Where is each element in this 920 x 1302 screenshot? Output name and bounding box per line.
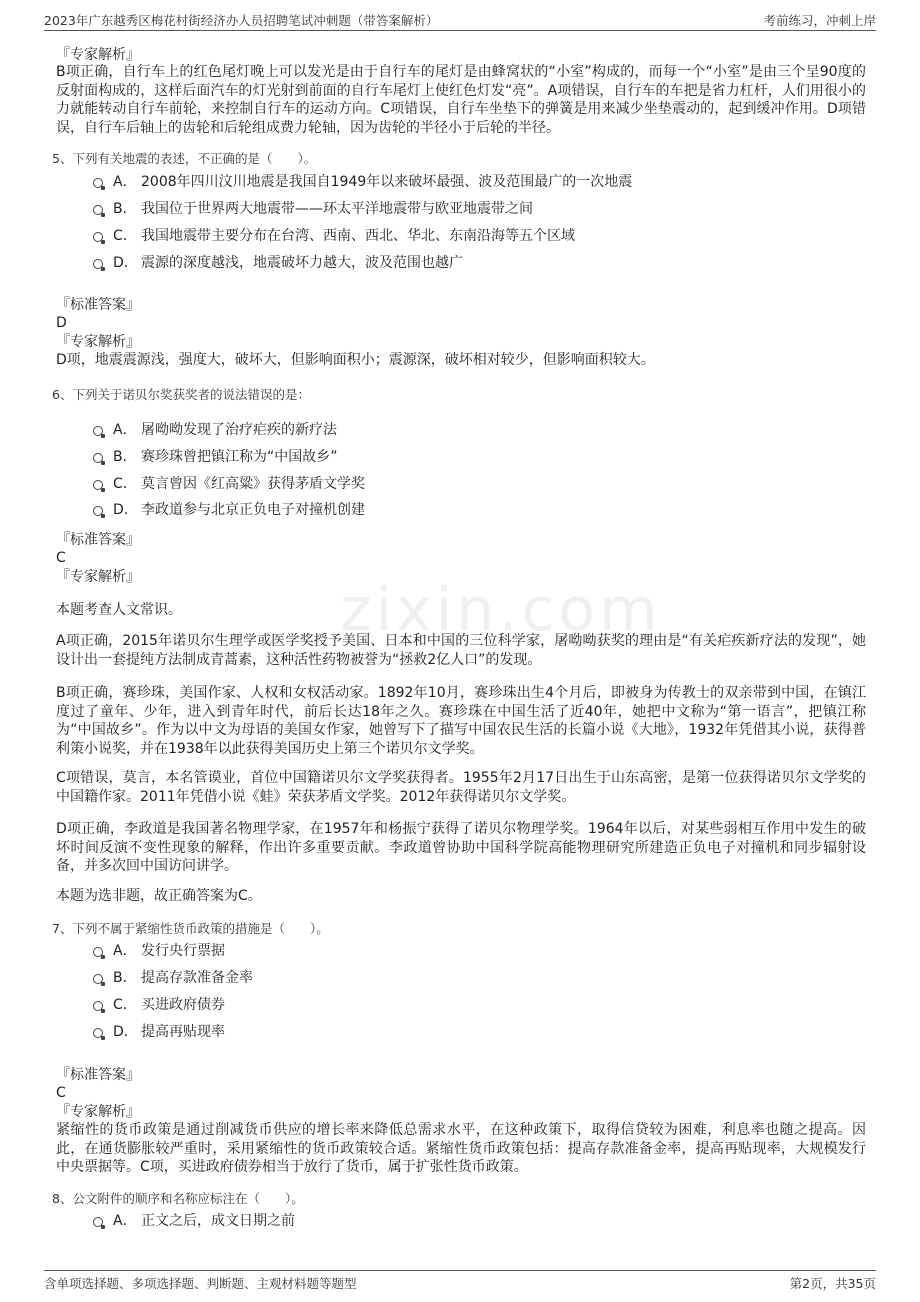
option-text: 2008年四川汶川地震是我国自1949年以来破坏最强、波及范围最广的一次地震 <box>141 174 633 190</box>
answer-label: 『标准答案』 <box>56 532 140 548</box>
answer-label: 『标准答案』 <box>56 1067 140 1083</box>
option-text: 震源的深度越浅，地震破坏力越大，波及范围也越广 <box>141 255 463 271</box>
option-a[interactable]: A． 2008年四川汶川地震是我国自1949年以来破坏最强、波及范围最广的一次地震 <box>93 172 873 192</box>
radio-icon[interactable] <box>93 453 103 463</box>
option-text: 提高存款准备金率 <box>141 970 253 986</box>
option-text: 提高再贴现率 <box>141 1024 225 1040</box>
page-header <box>44 8 876 31</box>
option-d[interactable]: D． 震源的深度越浅，地震破坏力越大，波及范围也越广 <box>93 253 873 273</box>
radio-icon[interactable] <box>93 506 103 516</box>
analysis-paragraph: A项正确，2015年诺贝尔生理学或医学奖授予美国、日本和中国的三位科学家，屠呦呦获奖的理由是“有关疟疾新疗法的发现”，她设计出一套提纯方法制成青蒿素，这种活性药物被誉为“拯救2亿人口”的发现。 <box>56 633 866 668</box>
analysis-text: 紧缩性的货币政策是通过削减货币供应的增长率来降低总需求水平，在这种政策下，取得信贷较为困难，利息率也随之提高。因此，在通货膨胀较严重时，采用紧缩性的货币政策较合适。紧缩性货币政策包括：提高存款准备金率，提高再贴现率，大规模发行中央票据等。C项，买进政府债券相当于放行了货币，属于扩张性货币政策。 <box>56 1122 866 1175</box>
radio-icon[interactable] <box>93 947 103 957</box>
analysis-paragraph: B项正确，赛珍珠，美国作家、人权和女权活动家。1892年10月，赛珍珠出生4个月后，即被身为传教士的双亲带到中国，在镇江度过了童年、少年，进入到青年时代，前后长达18年之久。赛珍珠在中国生活了近40年，她把中文称为“第一语言”，把镇江称为“中国故乡”。作为以中文为母语的美国女作家，她曾写下了描写中国农民生活的长篇小说《大地》，1932年凭借其小说，获得普利策小说奖，并在1938年以此获得美国历史上第三个诺贝尔文学奖。 <box>56 685 866 757</box>
option-a[interactable]: A． 正文之后，成文日期之前 <box>93 1211 873 1231</box>
option-text: 我国地震带主要分布在台湾、西南、西北、华北、东南沿海等五个区域 <box>141 228 575 244</box>
radio-icon[interactable] <box>93 259 103 269</box>
analysis-label: 『专家解析』 <box>56 334 140 350</box>
radio-icon[interactable] <box>93 205 103 215</box>
radio-icon[interactable] <box>93 426 103 436</box>
question-stem: 6、下列关于诺贝尔奖获奖者的说法错误的是： <box>52 387 310 402</box>
radio-icon[interactable] <box>93 480 103 490</box>
radio-icon[interactable] <box>93 1217 103 1227</box>
footer-note: 含单项选择题、多项选择题、判断题、主观材料题等题型 <box>44 1276 357 1291</box>
question-stem: 7、下列不属于紧缩性货币政策的措施是（ ）。 <box>52 921 329 936</box>
radio-icon[interactable] <box>93 178 103 188</box>
option-text: 莫言曾因《红高粱》获得茅盾文学奖 <box>141 476 365 492</box>
question-stem: 8、公文附件的顺序和名称应标注在（ ）。 <box>52 1191 304 1206</box>
option-b[interactable]: B． 赛珍珠曾把镇江称为“中国故乡” <box>93 447 873 467</box>
option-d[interactable]: D． 李政道参与北京正负电子对撞机创建 <box>93 500 873 520</box>
option-a[interactable]: A． 发行央行票据 <box>93 941 873 961</box>
radio-icon[interactable] <box>93 1028 103 1038</box>
option-a[interactable]: A． 屠呦呦发现了治疗疟疾的新疗法 <box>93 420 873 440</box>
option-b[interactable]: B． 提高存款准备金率 <box>93 968 873 988</box>
page-number: 第2页，共35页 <box>789 1276 876 1291</box>
answer-value: C <box>56 550 66 566</box>
option-d[interactable]: D． 提高再贴现率 <box>93 1022 873 1042</box>
radio-icon[interactable] <box>93 1001 103 1011</box>
radio-icon[interactable] <box>93 232 103 242</box>
option-c[interactable]: C． 莫言曾因《红高粱》获得茅盾文学奖 <box>93 474 873 494</box>
analysis-paragraph: D项正确，李政道是我国著名物理学家，在1957年和杨振宁获得了诺贝尔物理学奖。1964年以后，对某些弱相互作用中发生的破坏时间反演不变性现象的解释，作出许多重要贡献。李政道曾协助中国科学院高能物理研究所建造正负电子对撞机和同步辐射设备，并多次回中国访问讲学。 <box>56 821 866 874</box>
analysis-text: D项，地震震源浅，强度大，破坏大，但影响面积小；震源深，破坏相对较少，但影响面积较大。 <box>56 352 655 368</box>
analysis-text: B项正确，自行车上的红色尾灯晚上可以发光是由于自行车的尾灯是由蜂窝状的“小室”构成的，而每一个“小室”是由三个呈90度的反射面构成的，这样后面汽车的灯光射到前面的自行车尾灯上使红色灯发“亮”。A项错误，自行车的车把是省力杠杆，人们用很小的力就能转动自行车前轮，来控制自行车的运动方向。C项错误，自行车坐垫下的弹簧是用来减少坐垫震动的，起到缓冲作用。D项错误，自行车后轴上的齿轮和后轮组成费力轮轴，因为齿轮的半径小于后轮的半径。 <box>56 64 866 136</box>
watermark: zixin.com <box>340 575 662 645</box>
option-c[interactable]: C． 我国地震带主要分布在台湾、西南、西北、华北、东南沿海等五个区域 <box>93 226 873 246</box>
analysis-paragraph: C项错误，莫言，本名管谟业，首位中国籍诺贝尔文学奖获得者。1955年2月17日出生于山东高密，是第一位获得诺贝尔文学奖的中国籍作家。2011年凭借小说《蛙》荣获茅盾文学奖。2012年获得诺贝尔文学奖。 <box>56 770 866 805</box>
page-footer <box>44 1270 876 1293</box>
header-title: 2023年广东越秀区梅花村街经济办人员招聘笔试冲刺题（带答案解析） <box>44 13 439 28</box>
analysis-paragraph: 本题为选非题，故正确答案为C。 <box>56 888 262 904</box>
option-b[interactable]: B． 我国位于世界两大地震带——环太平洋地震带与欧亚地震带之间 <box>93 199 873 219</box>
question-stem: 5、下列有关地震的表述，不正确的是（ ）。 <box>52 151 317 166</box>
radio-icon[interactable] <box>93 974 103 984</box>
option-text: 发行央行票据 <box>141 943 225 959</box>
option-text: 屠呦呦发现了治疗疟疾的新疗法 <box>141 422 337 438</box>
answer-label: 『标准答案』 <box>56 297 140 313</box>
answer-value: C <box>56 1085 66 1101</box>
option-text: 我国位于世界两大地震带——环太平洋地震带与欧亚地震带之间 <box>141 201 533 217</box>
option-text: 李政道参与北京正负电子对撞机创建 <box>141 502 365 518</box>
answer-value: D <box>56 315 67 331</box>
analysis-label: 『专家解析』 <box>56 1104 140 1120</box>
analysis-label: 『专家解析』 <box>56 569 140 585</box>
option-text: 赛珍珠曾把镇江称为“中国故乡” <box>141 449 338 465</box>
analysis-label: 『专家解析』 <box>56 47 140 63</box>
option-text: 正文之后，成文日期之前 <box>141 1213 295 1229</box>
option-text: 买进政府债券 <box>141 997 225 1013</box>
analysis-paragraph: 本题考查人文常识。 <box>56 602 182 618</box>
header-slogan: 考前练习，冲刺上岸 <box>763 13 876 28</box>
option-c[interactable]: C． 买进政府债券 <box>93 995 873 1015</box>
